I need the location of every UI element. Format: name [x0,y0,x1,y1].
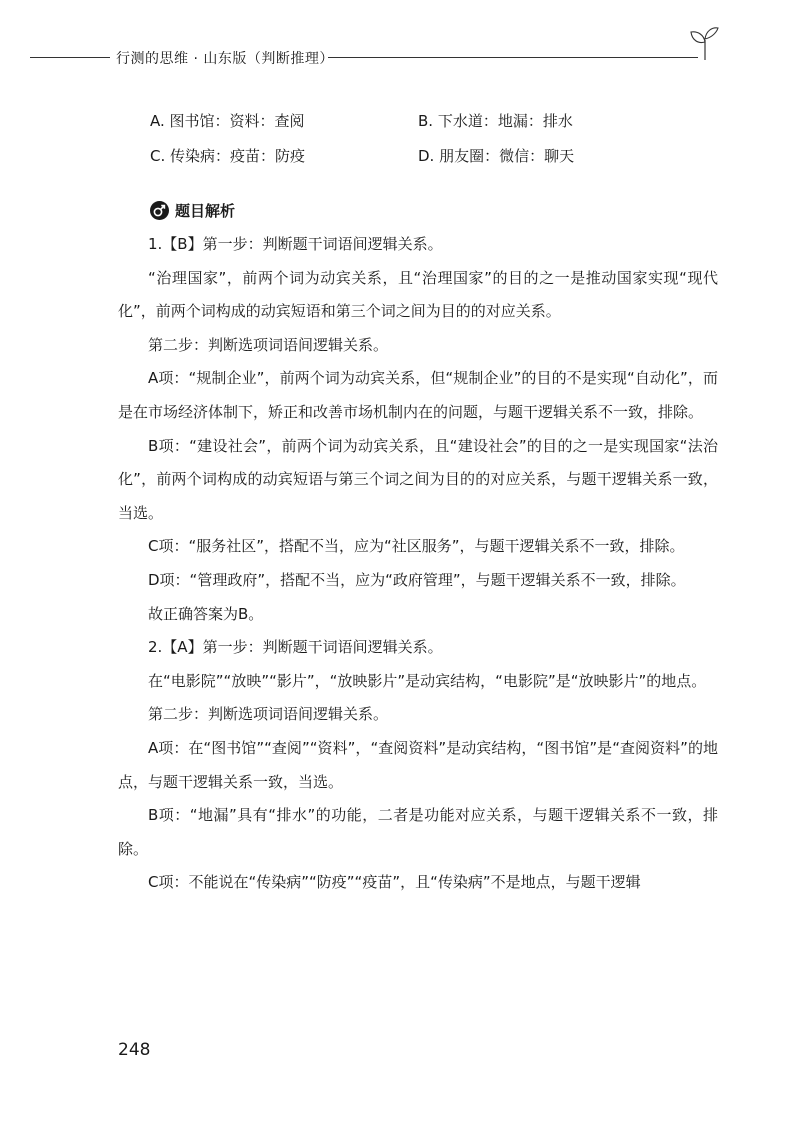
paragraph: D项：“管理政府”，搭配不当，应为“政府管理”，与题干逻辑关系不一致，排除。 [148,570,686,589]
option-b: B. 下水道：地漏：排水 [418,112,573,130]
option-a: A. 图书馆：资料：查阅 [150,112,305,130]
paragraph: “治理国家”，前两个词为动宾关系，且“治理国家”的目的之一是推动国家实现“现代化”，前两个词构成的动宾短语和第三个词之间为目的的对应关系。 [118,268,718,321]
paragraph: 1.【B】第一步：判断题干词语间逻辑关系。 [148,235,443,253]
paragraph: 故正确答案为B。 [148,604,264,623]
header-rule-left [30,57,110,58]
header-title: 行测的思维 · 山东版（判断推理） [116,51,334,67]
option-c: C. 传染病：疫苗：防疫 [150,147,306,165]
paragraph: 第二步：判断选项词语间逻辑关系。 [148,335,389,354]
paragraph: 第二步：判断选项词语间逻辑关系。 [148,705,389,724]
paragraph: A项：在“图书馆”“查阅”“资料”，“查阅资料”是动宾结构，“图书馆”是“查阅资料”的地点，与题干逻辑关系一致，当选。 [118,738,718,791]
analysis-heading [150,200,235,222]
paragraph: B项：“建设社会”，前两个词为动宾关系，且“建设社会”的目的之一是实现国家“法治化”，前两个词构成的动宾短语与第三个词之间为目的的对应关系，与题干逻辑关系一致，当选。 [118,436,718,522]
paragraph: 2.【A】第一步：判断题干词语间逻辑关系。 [148,638,443,657]
analysis-title: 题目解析 [175,202,236,220]
analysis-icon [150,201,169,220]
page-number: 248 [118,1040,151,1060]
sprout-icon [688,26,722,62]
analysis-body [118,228,718,900]
paragraph: A项：“规制企业”，前两个词为动宾关系，但“规制企业”的目的不是实现“自动化”，而是在市场经济体制下，矫正和改善市场机制内在的问题，与题干逻辑关系不一致，排除。 [118,369,718,421]
paragraph: B项：“地漏”具有“排水”的功能，二者是功能对应关系，与题干逻辑关系不一致，排除。 [118,806,718,858]
paragraph: C项：不能说在“传染病”“防疫”“疫苗”，且“传染病”不是地点，与题干逻辑 [148,873,641,892]
paragraph: 在“电影院”“放映”“影片”，“放映影片”是动宾结构，“电影院”是“放映影片”的地点。 [148,671,707,690]
paragraph: C项：“服务社区”，搭配不当，应为“社区服务”，与题干逻辑关系不一致，排除。 [148,537,685,556]
header-rule-right [328,57,698,58]
running-header [0,0,800,80]
option-d: D. 朋友圈：微信：聊天 [418,147,575,165]
